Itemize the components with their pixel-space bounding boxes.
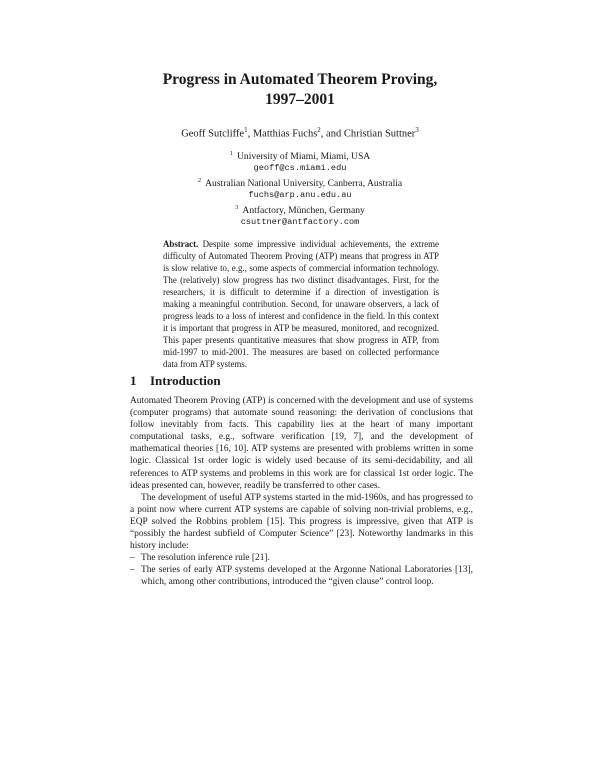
affiliation-name: University of Miami, Miami, USA bbox=[237, 151, 371, 163]
affiliation-mark: 2 bbox=[197, 176, 202, 184]
author-separator: , bbox=[247, 128, 253, 140]
author-name: Matthias Fuchs bbox=[252, 128, 318, 140]
author-separator: , and bbox=[320, 128, 344, 140]
author-name: Christian Suttner bbox=[343, 128, 416, 140]
author-mark: 3 bbox=[415, 126, 419, 134]
paper-title bbox=[100, 70, 500, 110]
author-list bbox=[60, 123, 540, 142]
section-heading bbox=[130, 373, 221, 389]
title-line-1: Progress in Automated Theorem Proving, bbox=[162, 71, 438, 88]
affiliation-mark: 3 bbox=[235, 203, 239, 211]
affiliation-line bbox=[100, 202, 500, 217]
affiliation-email: csuttner@antfactory.com bbox=[240, 216, 360, 227]
list-dash: – bbox=[130, 553, 135, 564]
list-item bbox=[130, 564, 473, 588]
abstract-text: Despite some impressive individual achievements, the extreme difficulty of Automated Theorem Proving (ATP) means that progress in ATP is slow relative to, e.g., some aspects of commercial information technology. The (relatively) slow progress has two distinct disadvantages. First, for the researchers, it is difficult to determine if a direction of investigation is making a meaningful contribution. Second, for unaware observers, a lack of progress leads to a loss of interest and confidence in the field. In this context it is important that progress in ATP be measured, monitored, and recognized. This paper presents quantitative measures that show progress in ATP, from mid-1997 to mid-2001. The measures are based on collected performance data from ATP systems. bbox=[163, 239, 439, 369]
list-dash: – bbox=[130, 565, 135, 576]
abstract bbox=[163, 238, 439, 370]
section-body bbox=[130, 395, 473, 589]
affiliation-line bbox=[100, 148, 500, 163]
affiliation-mark: 1 bbox=[229, 150, 233, 157]
affiliation-name: Australian National University, Canberra, Australia bbox=[205, 177, 403, 189]
section-title: Introduction bbox=[150, 373, 221, 388]
affiliation-name: Antfactory, München, Germany bbox=[242, 204, 365, 216]
affiliation-line bbox=[100, 175, 500, 190]
list-item-text: The resolution inference rule [21]. bbox=[141, 553, 270, 564]
title-line-2: 1997–2001 bbox=[265, 91, 335, 108]
list-item bbox=[130, 552, 473, 564]
landmark-list bbox=[130, 552, 473, 588]
author-mark: 2 bbox=[317, 126, 321, 134]
author-mark: 1 bbox=[244, 126, 248, 134]
section-number: 1 bbox=[130, 373, 137, 388]
affiliation-email: geoff@cs.miami.edu bbox=[253, 162, 347, 173]
list-item-text: The series of early ATP systems developed at the Argonne National Laboratories [13], which, among other contributions, introduced the “given clause” control loop. bbox=[141, 565, 473, 588]
affiliation-list bbox=[100, 148, 500, 228]
body-paragraph: The development of useful ATP systems started in the mid-1960s, and has progressed to a point now where current ATP systems are capable of solving non-trivial problems, e.g., EQP solved the Robbins problem [15]. This progress is impressive, given that ATP is “possibly the hardest subfield of Computer Science” [23]. Noteworthy landmarks in this history include: bbox=[130, 492, 473, 552]
body-paragraph: Automated Theorem Proving (ATP) is concerned with the development and use of systems (computer programs) that automate sound reasoning: the derivation of conclusions that follow inevitably from facts. This capability lies at the heart of many important computational tasks, e.g., software verification [19, 7], and the development of mathematical theories [16, 10]. ATP systems are presented with problems written in some logic. Classical 1st order logic is widely used because of its semi-decidability, and all references to ATP systems and problems in this work are for classical 1st order logic. The ideas presented can, however, readily be transferred to other cases. bbox=[130, 396, 473, 491]
author-name: Geoff Sutcliffe bbox=[181, 128, 245, 140]
abstract-label: Abstract. bbox=[163, 239, 199, 249]
affiliation-email: fuchs@arp.anu.edu.au bbox=[248, 189, 352, 200]
